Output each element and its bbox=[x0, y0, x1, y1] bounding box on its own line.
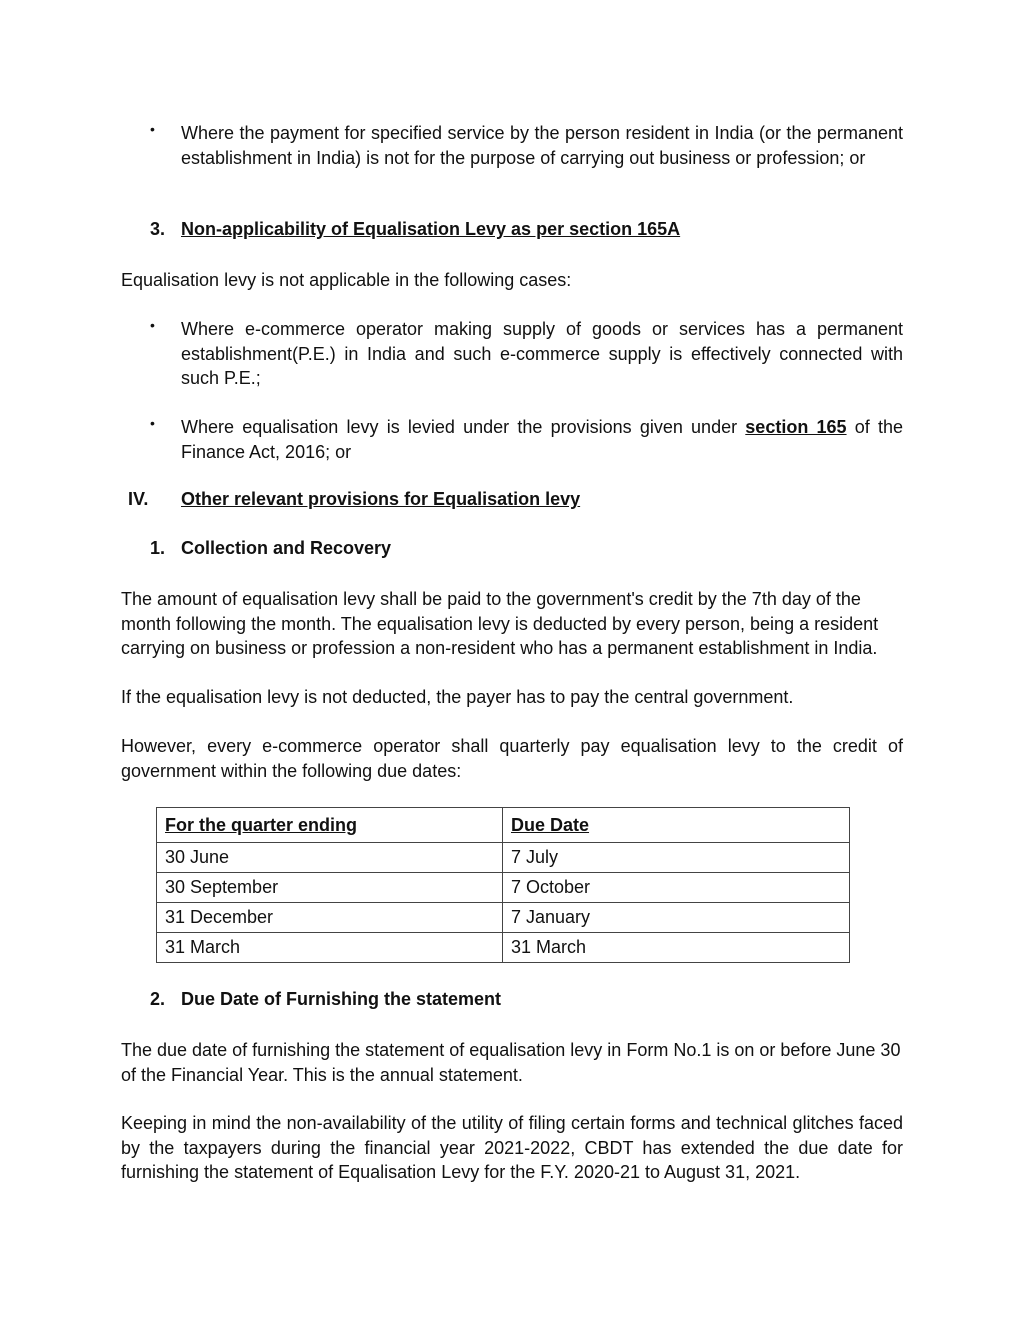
bullet-text-before: Where equalisation levy is levied under the provisions given under bbox=[181, 417, 746, 437]
table-header-due-date: Due Date bbox=[503, 808, 850, 843]
subsection-1-number: 1. bbox=[150, 538, 166, 558]
extension-paragraph: Keeping in mind the non-availability of the utility of filing certain forms and technical glitches faced by the taxpayers during the financial year 2021-2022, CBDT has extended the due date for furnishing the statement of Equalisation Levy for the F.Y. 2020-21 to August 31, 2021. bbox=[121, 1113, 903, 1182]
subsection-2-heading: Due Date of Furnishing the statement bbox=[181, 989, 502, 1009]
table-cell: 7 October bbox=[503, 873, 850, 903]
collection-paragraph: The amount of equalisation levy shall be paid to the government's credit by the 7th day of the month following the month. The equalisation levy is deducted by every person, being a resident carrying on business or profession a non-resident who has a permanent establishment in India. bbox=[121, 589, 879, 658]
section-165-link[interactable]: section 165 bbox=[745, 417, 847, 437]
table-row bbox=[157, 843, 850, 873]
table-cell: 7 July bbox=[503, 843, 850, 873]
table-cell: 30 September bbox=[157, 873, 503, 903]
subsection-1-heading: Collection and Recovery bbox=[181, 538, 392, 558]
section-iv-number: IV. bbox=[128, 489, 149, 509]
table-cell: 31 December bbox=[157, 903, 503, 933]
table-cell: 30 June bbox=[157, 843, 503, 873]
table-header-row bbox=[157, 808, 850, 843]
bullet-purpose-paragraph: Where the payment for specified service by the person resident in India (or the permanent establishment in India) is not for the purpose of carrying out business or profession; or bbox=[181, 123, 903, 168]
section-3-heading: Non-applicability of Equalisation Levy as per section 165A bbox=[181, 219, 681, 239]
not-deducted-paragraph: If the equalisation levy is not deducted, the payer has to pay the central government. bbox=[121, 687, 794, 707]
bullet-marker: • bbox=[150, 121, 155, 137]
bullet-marker: • bbox=[150, 317, 155, 333]
bullet-text-after: of the Finance Act, 2016; or bbox=[181, 417, 903, 462]
table-row bbox=[157, 873, 850, 903]
furnishing-paragraph: The due date of furnishing the statement of equalisation levy in Form No.1 is on or before June 30 of the Financial Year. This is the annual statement. bbox=[121, 1040, 901, 1085]
table-header-quarter: For the quarter ending bbox=[157, 808, 503, 843]
table-cell: 31 March bbox=[157, 933, 503, 963]
quarterly-paragraph: However, every e-commerce operator shall quarterly pay equalisation levy to the credit of government within the following due dates: bbox=[121, 736, 903, 781]
bullet-marker: • bbox=[150, 415, 155, 431]
bullet-permanent-establishment: Where e-commerce operator making supply of goods or services has a permanent establishment(P.E.) in India and such e-commerce supply is effectively connected with such P.E.; bbox=[181, 319, 903, 388]
section-3-intro: Equalisation levy is not applicable in the following cases: bbox=[121, 270, 572, 290]
table-cell: 7 January bbox=[503, 903, 850, 933]
section-3-number: 3. bbox=[150, 219, 166, 239]
bullet-section-165 bbox=[181, 415, 903, 464]
due-dates-table bbox=[156, 807, 850, 963]
table-row bbox=[157, 933, 850, 963]
section-iv-heading: Other relevant provisions for Equalisation levy bbox=[181, 489, 581, 509]
table-cell: 31 March bbox=[503, 933, 850, 963]
table-row bbox=[157, 903, 850, 933]
subsection-2-number: 2. bbox=[150, 989, 166, 1009]
